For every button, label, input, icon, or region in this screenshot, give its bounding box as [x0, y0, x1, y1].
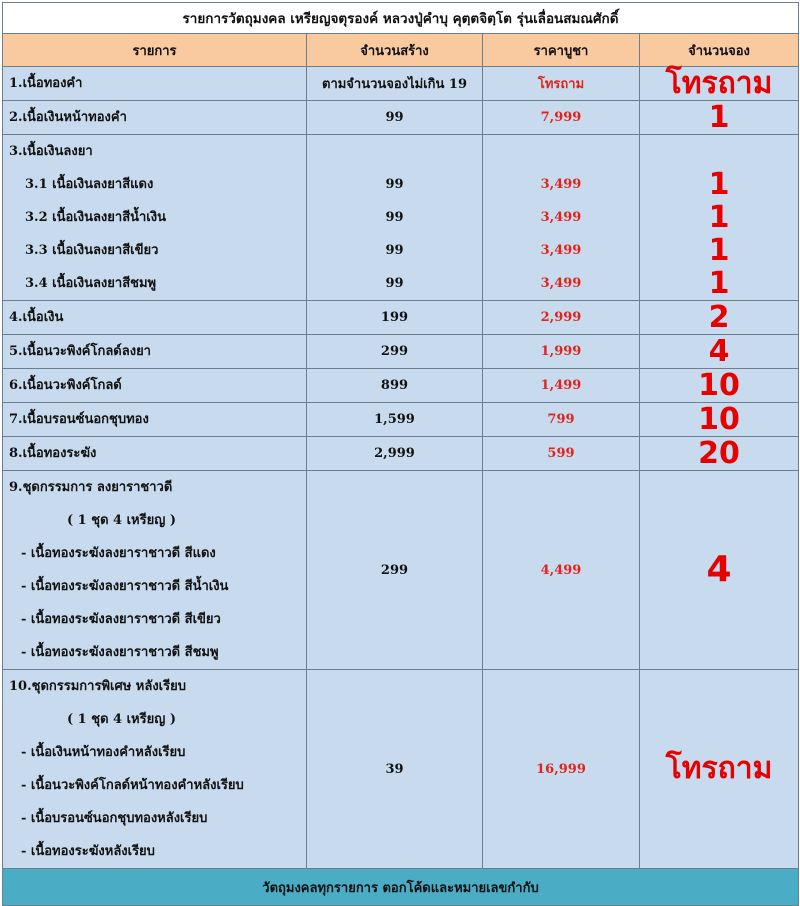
set-note: ( 1 ชุด 4 เหรียญ )	[67, 712, 176, 727]
made-count: 299	[307, 335, 483, 369]
made-count: 299	[307, 471, 483, 670]
sub-item: 3.2 เนื้อเงินลงยาสีน้ำเงิน	[25, 210, 166, 225]
price-value: 2,999	[483, 301, 640, 335]
table-row	[3, 67, 799, 101]
footer-note: วัตถุมงคลทุกรายการ ตอกโค้ดและหมายเลขกำกับ	[3, 869, 799, 906]
made-count: ตามจำนวนจองไม่เกิน 19	[307, 67, 483, 101]
price-list-sheet	[2, 2, 798, 900]
set-item: - เนื้อทองระฆังลงยาราชาวดี สีน้ำเงิน	[21, 579, 229, 594]
set-item: - เนื้อนวะพิงค์โกลด์หน้าทองคำหลังเรียบ	[21, 778, 244, 793]
footer-row	[3, 869, 799, 906]
made-count: 99	[385, 177, 404, 192]
set-title: 10.ชุดกรรมการพิเศษ หลังเรียบ	[9, 679, 186, 694]
set-item: - เนื้อทองระฆังลงยาราชาวดี สีเขียว	[21, 612, 221, 627]
group-title: 3.เนื้อเงินลงยา	[9, 144, 93, 159]
set-note: ( 1 ชุด 4 เหรียญ )	[67, 513, 176, 528]
item-name-set	[3, 670, 307, 869]
item-name: 8.เนื้อทองระฆัง	[3, 437, 307, 471]
sub-item: 3.1 เนื้อเงินลงยาสีแดง	[25, 177, 154, 192]
table-row-group	[3, 135, 799, 301]
reserve-count: 1	[708, 266, 730, 301]
item-name: 6.เนื้อนวะพิงค์โกลด์	[3, 369, 307, 403]
set-item: - เนื้อทองระฆังลงยาราชาวดี สีแดง	[21, 546, 216, 561]
table-row	[3, 437, 799, 471]
reserve-count: 10	[640, 369, 799, 403]
price-value: 7,999	[483, 101, 640, 135]
made-count: 199	[307, 301, 483, 335]
table-row	[3, 335, 799, 369]
sub-item: 3.3 เนื้อเงินลงยาสีเขียว	[25, 243, 159, 258]
reserve-group	[640, 135, 799, 301]
reserve-count: โทรถาม	[640, 67, 799, 101]
item-name: 4.เนื้อเงิน	[3, 301, 307, 335]
set-title: 9.ชุดกรรมการ ลงยาราชาวดี	[9, 480, 173, 495]
made-count: 1,599	[307, 403, 483, 437]
price-group	[483, 135, 640, 301]
price-value: 3,499	[540, 243, 582, 258]
reserve-count: โทรถาม	[640, 670, 799, 869]
price-list-table	[2, 2, 799, 906]
item-name-set	[3, 471, 307, 670]
table-row	[3, 369, 799, 403]
reserve-count: 1	[708, 167, 730, 202]
set-item: - เนื้อทองระฆังลงยาราชาวดี สีชมพู	[21, 645, 219, 660]
reserve-count: 4	[640, 471, 799, 670]
made-count: 99	[385, 276, 404, 291]
item-name: 5.เนื้อนวะพิงค์โกลด์ลงยา	[3, 335, 307, 369]
made-count: 99	[385, 210, 404, 225]
table-row	[3, 101, 799, 135]
header-reserve: จำนวนจอง	[640, 34, 799, 67]
set-item: - เนื้อบรอนซ์นอกชุบทองหลังเรียบ	[21, 811, 208, 826]
made-count: 2,999	[307, 437, 483, 471]
price-value: 16,999	[483, 670, 640, 869]
made-count: 39	[307, 670, 483, 869]
title-row	[3, 3, 799, 34]
item-name-group	[3, 135, 307, 301]
header-made: จำนวนสร้าง	[307, 34, 483, 67]
reserve-count: 20	[640, 437, 799, 471]
set-item: - เนื้อทองระฆังหลังเรียบ	[21, 844, 155, 859]
item-name: 1.เนื้อทองคำ	[3, 67, 307, 101]
reserve-count: 2	[640, 301, 799, 335]
reserve-count: 1	[640, 101, 799, 135]
item-name: 2.เนื้อเงินหน้าทองคำ	[3, 101, 307, 135]
header-item: รายการ	[3, 34, 307, 67]
table-row	[3, 301, 799, 335]
set-item: - เนื้อเงินหน้าทองคำหลังเรียบ	[21, 745, 186, 760]
price-value: 1,999	[483, 335, 640, 369]
made-count: 99	[307, 101, 483, 135]
reserve-count: 4	[640, 335, 799, 369]
table-row	[3, 403, 799, 437]
table-title: รายการวัตถุมงคล เหรียญจตุรองค์ หลวงปู่คำบุ คุตฺตจิตฺโต รุ่นเลื่อนสมณศักดิ์	[3, 3, 799, 34]
price-value: 3,499	[540, 210, 582, 225]
reserve-count: 10	[640, 403, 799, 437]
price-value: 3,499	[540, 177, 582, 192]
made-count: 99	[385, 243, 404, 258]
price-value: 3,499	[540, 276, 582, 291]
price-value: โทรถาม	[483, 67, 640, 101]
price-value: 4,499	[483, 471, 640, 670]
price-value: 1,499	[483, 369, 640, 403]
table-row-set	[3, 471, 799, 670]
header-row	[3, 34, 799, 67]
made-count: 899	[307, 369, 483, 403]
reserve-count: 1	[708, 233, 730, 268]
item-name: 7.เนื้อบรอนซ์นอกชุบทอง	[3, 403, 307, 437]
reserve-count: 1	[708, 200, 730, 235]
price-value: 599	[483, 437, 640, 471]
made-count-group	[307, 135, 483, 301]
price-value: 799	[483, 403, 640, 437]
header-price: ราคาบูชา	[483, 34, 640, 67]
table-row-set	[3, 670, 799, 869]
sub-item: 3.4 เนื้อเงินลงยาสีชมพู	[25, 276, 157, 291]
